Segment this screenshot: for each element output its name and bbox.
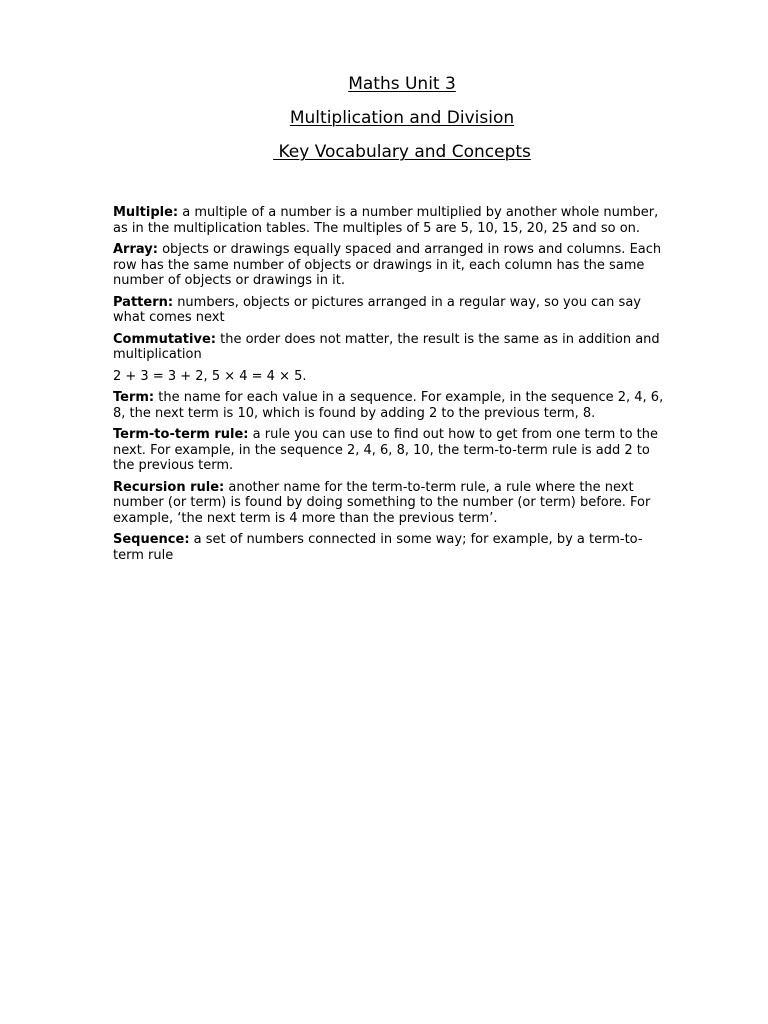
- term-label: Term-to-term rule:: [113, 427, 249, 442]
- term-label: Term:: [113, 390, 155, 405]
- term-definition: a multiple of a number is a number multiplied by another whole number, as in the multiplication tables. The multiples of 5 are 5, 10, 15, 20, 25 and so on.: [113, 205, 659, 236]
- title-topic: Multiplication and Division: [289, 108, 515, 128]
- term-definition: a set of numbers connected in some way; for example, by a term-to-term rule: [113, 532, 643, 563]
- vocabulary-list: [113, 205, 673, 569]
- term-label: Multiple:: [113, 205, 179, 220]
- entry-multiple: [113, 205, 673, 236]
- term-label: Sequence:: [113, 532, 190, 547]
- term-definition: a rule you can use to find out how to get from one term to the next. For example, in the sequence 2, 4, 6, 8, 10, the term-to-term rule is add 2 to the previous term.: [113, 427, 658, 473]
- entry-commutative: [113, 332, 673, 363]
- entry-term: [113, 390, 673, 421]
- term-label: Pattern:: [113, 294, 174, 310]
- term-definition: another name for the term-to-term rule, a rule where the next number (or term) is found by doing something to the number (or term) before. For example, ‘the next term is 4 more than the previous term’.: [113, 479, 651, 526]
- term-label: Array:: [113, 242, 158, 257]
- entry-array: [113, 242, 673, 289]
- entry-sequence: [113, 532, 673, 563]
- entry-commutative-example: [113, 369, 673, 385]
- document-header: [0, 67, 768, 169]
- term-definition: the name for each value in a sequence. For example, in the sequence 2, 4, 6, 8, the next term is 10, which is found by adding 2 to the previous term, 8.: [113, 390, 664, 421]
- entry-term-to-term-rule: [113, 427, 673, 474]
- title-vocabulary: Key Vocabulary and Concepts: [273, 142, 531, 162]
- term-definition: the order does not matter, the result is the same as in addition and multiplication: [113, 331, 660, 362]
- term-label: Commutative:: [113, 331, 216, 347]
- example-text: 2 + 3 = 3 + 2, 5 × 4 = 4 × 5.: [113, 368, 307, 384]
- entry-pattern: [113, 295, 673, 326]
- term-definition: numbers, objects or pictures arranged in a regular way, so you can say what comes next: [113, 294, 641, 325]
- entry-recursion-rule: [113, 480, 673, 527]
- term-label: Recursion rule:: [113, 479, 225, 495]
- title-unit: Maths Unit 3: [348, 74, 456, 94]
- term-definition: objects or drawings equally spaced and arranged in rows and columns. Each row has the same number of objects or drawings in it, each column has the same number of objects or drawings in it.: [113, 242, 662, 288]
